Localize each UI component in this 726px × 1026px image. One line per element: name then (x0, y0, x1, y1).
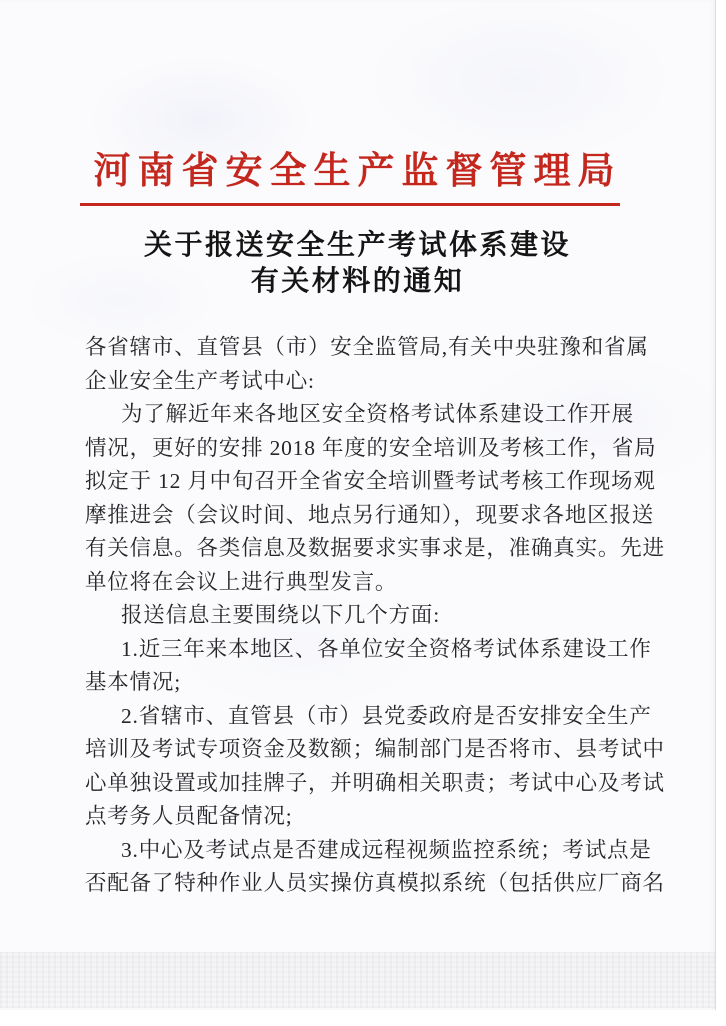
body-line: 培训及考试专项资金及数额；编制部门是否将市、县考试中 (85, 737, 665, 761)
body-line: 基本情况; (85, 670, 181, 694)
body-line: 报送信息主要围绕以下几个方面: (121, 603, 440, 627)
body-line: 3.中心及考试点是否建成远程视频监控系统；考试点是 (121, 837, 652, 862)
body-line: 2.省辖市、直管县（市）县党委政府是否安排安全生产 (121, 703, 652, 728)
body-line: 单位将在会议上进行典型发言。 (85, 569, 398, 594)
body-line: 拟定于 12 月中旬召开全省安全培训暨考试考核工作现场观 (85, 469, 656, 493)
body-line: 心单独设置或加挂牌子，并明确相关职责；考试中心及考试 (85, 770, 665, 795)
document-title (0, 227, 715, 299)
body-line: 摩推进会（会议时间、地点另行通知），现要求各地区报送 (85, 502, 655, 527)
scan-noise-band (0, 952, 715, 1008)
document-title-line-2: 有关材料的通知 (250, 265, 465, 296)
body-line: 1.近三年来本地区、各单位安全资格考试体系建设工作 (121, 636, 652, 661)
body-line: 有关信息。各类信息及数据要求实事求是，准确真实。先进 (85, 536, 665, 560)
body-line: 为了解近年来各地区安全资格考试体系建设工作开展 (121, 402, 634, 426)
red-divider (80, 203, 620, 206)
body-line: 点考务人员配备情况; (85, 804, 293, 828)
document-title-line-1: 关于报送安全生产考试体系建设 (143, 229, 571, 260)
notice-body (85, 331, 665, 901)
body-line: 情况，更好的安排 2018 年度的安全培训及考核工作，省局 (85, 435, 657, 460)
body-line: 企业安全生产考试中心: (85, 368, 315, 393)
body-line: 各省辖市、直管县（市）安全监管局,有关中央驻豫和省属 (85, 335, 649, 359)
body-line: 否配备了特种作业人员实操仿真模拟系统（包括供应厂商名 (85, 871, 665, 895)
agency-header: 河南省安全生产监督管理局 (93, 151, 622, 192)
